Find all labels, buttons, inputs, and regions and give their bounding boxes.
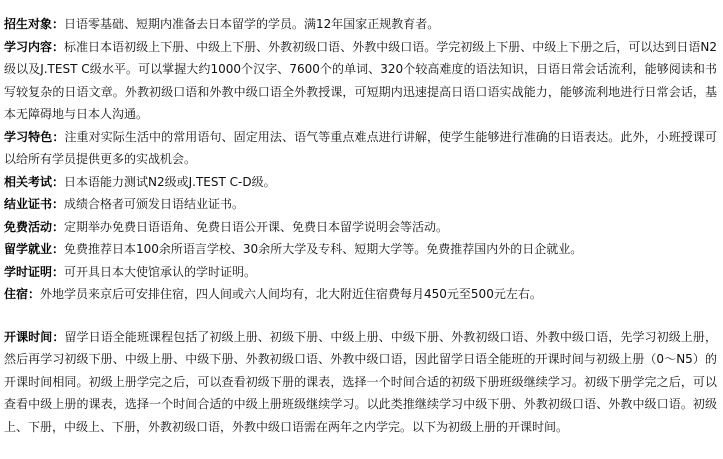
item-text: 定期举办免费日语语角、免费日语公开课、免费日本留学说明会等活动。	[64, 219, 449, 234]
item-label: 相关考试：	[4, 174, 65, 189]
item-label: 学时证明：	[4, 264, 65, 279]
item-label: 结业证书：	[4, 197, 65, 211]
study-abroad-employment-item	[4, 238, 717, 261]
item-label: 留学就业：	[4, 242, 65, 256]
item-label: 开课时间：	[4, 329, 65, 344]
study-hours-certificate-item	[4, 261, 717, 284]
free-activities-item	[4, 216, 717, 239]
item-text: 外地学员来京后可安排住宿，四人间或六人间均有，北大附近住宿费每月450元至500元左右。	[40, 287, 542, 301]
enrollment-target-item	[4, 13, 717, 36]
item-text: 注重对实际生活中的常用语句、固定用法、语气等重点难点进行讲解，使学生能够进行准确的日语表达。此外，小班授课可以给所有学员提供更多的实战机会。	[4, 129, 717, 166]
item-text: 日语零基础、短期内准备去日本留学的学员。满12年国家正规教育者。	[64, 17, 440, 31]
item-label: 学习特色：	[4, 129, 65, 144]
item-label: 招生对象：	[4, 17, 65, 31]
item-label: 住宿：	[4, 287, 41, 301]
study-features-item	[4, 126, 717, 171]
item-text: 可开具日本大使馆承认的学时证明。	[64, 264, 257, 279]
item-text: 留学日语全能班课程包括了初级上册、初级下册、中级上册、中级下册、外教初级口语、外教中级口语，先学习初级上册，然后再学习初级下册、中级上册、中级下册、外教初级口语、外教中级口语，因此留学日语全能班的开课时间与初级上册（0～N5）的开课时间相同。初级上册学完之后，可以查看初级下册的课表，选择一个时间合适的初级下册班级继续学习。初级下册学完之后，可以查看中级上册的课表，选择一个时间合适的中级上册班级继续学习。以此类推继续学习中级下册、外教初级口语、外教中级口语。初级上、下册，中级上、下册，外教初级口语，外教中级口语需在两年之内学完。以下为初级上册的开课时间。	[4, 329, 717, 434]
certificate-item	[4, 193, 717, 216]
item-text: 成绩合格者可颁发日语结业证书。	[64, 197, 245, 211]
item-text: 标准日本语初级上下册、中级上下册、外教初级口语、外教中级口语。学完初级上下册、中级上下册之后，可以达到日语N2级以及J.TEST C级水平。可以掌握大约1000个汉字、7600个的单词、320个较高难度的语法知识，日语日常会话流利，能够阅读和书写较复杂的日语文章。外教初级口语和外教中级口语全外教授课，可短期内迅速提高日语口语实战能力，能够流利地进行日常会话，基本无障碍地与日本人沟通。	[4, 39, 717, 121]
accommodation-item	[4, 283, 717, 306]
class-schedule-item	[4, 326, 717, 439]
item-text: 日本语能力测试N2级或J.TEST C-D级。	[64, 174, 276, 189]
item-label: 免费活动：	[4, 219, 65, 234]
item-label: 学习内容：	[4, 39, 65, 54]
study-content-item	[4, 36, 717, 126]
related-exams-item	[4, 171, 717, 194]
section-spacer	[4, 306, 717, 326]
item-text: 免费推荐日本100余所语言学校、30余所大学及专科、短期大学等。免费推荐国内外的日企就业。	[64, 242, 583, 256]
